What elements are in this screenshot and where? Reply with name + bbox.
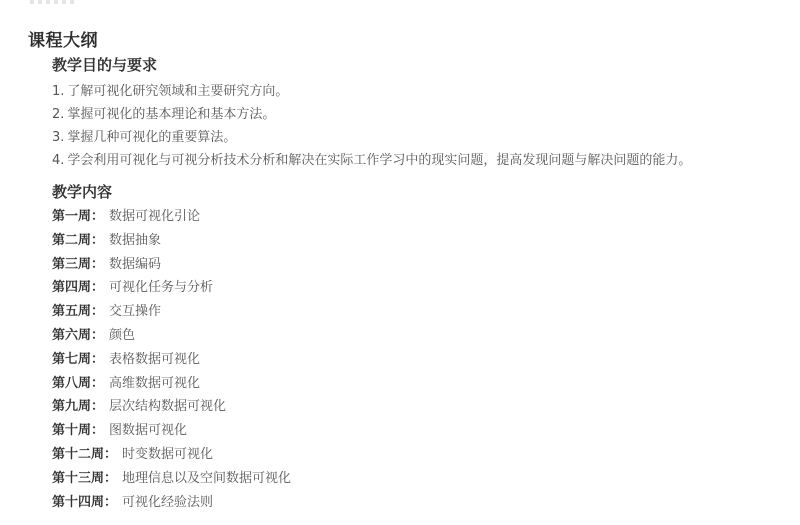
week-row bbox=[52, 448, 772, 461]
week-row bbox=[52, 400, 772, 413]
week-row bbox=[52, 210, 772, 223]
week-topic: 图数据可视化 bbox=[109, 423, 188, 439]
week-label: 第七周： bbox=[52, 351, 105, 367]
objective-item bbox=[52, 108, 772, 121]
week-label: 第一周： bbox=[52, 209, 105, 224]
week-row bbox=[52, 353, 772, 366]
week-label: 第四周： bbox=[52, 280, 105, 296]
week-label: 第二周： bbox=[52, 232, 105, 248]
week-row bbox=[52, 305, 772, 318]
week-label: 第九周： bbox=[52, 399, 105, 415]
week-topic: 交互操作 bbox=[109, 304, 162, 320]
week-topic: 可视化任务与分析 bbox=[109, 280, 214, 296]
week-topic: 可视化经验法则 bbox=[122, 494, 214, 510]
week-topic: 高维数据可视化 bbox=[109, 375, 201, 391]
syllabus-content bbox=[52, 56, 772, 519]
objective-text: 掌握可视化的基本理论和基本方法。 bbox=[67, 107, 276, 122]
objective-text: 学会利用可视化与可视分析技术分析和解决在实际工作学习中的现实问题，提高发现问题与解决问题的能力。 bbox=[67, 153, 692, 168]
week-label: 第十周： bbox=[52, 423, 105, 439]
clipped-text-artifact bbox=[30, 0, 76, 4]
week-label: 第三周： bbox=[52, 256, 105, 272]
week-label: 第十三周： bbox=[52, 470, 118, 486]
week-label: 第十二周： bbox=[52, 446, 118, 462]
week-topic: 层次结构数据可视化 bbox=[109, 399, 227, 415]
week-topic: 数据抽象 bbox=[109, 232, 162, 248]
week-label: 第五周： bbox=[52, 304, 105, 320]
objective-item bbox=[52, 131, 772, 144]
week-label: 第十四周： bbox=[52, 494, 118, 510]
week-row bbox=[52, 281, 772, 294]
week-row bbox=[52, 377, 772, 390]
week-row bbox=[52, 329, 772, 342]
objective-number: 2. bbox=[52, 107, 65, 122]
objective-text: 了解可视化研究领域和主要研究方向。 bbox=[67, 84, 289, 99]
week-row bbox=[52, 234, 772, 247]
week-row bbox=[52, 496, 772, 509]
week-row bbox=[52, 472, 772, 485]
week-row bbox=[52, 424, 772, 437]
week-row bbox=[52, 258, 772, 271]
objective-text: 掌握几种可视化的重要算法。 bbox=[67, 130, 237, 145]
objective-item bbox=[52, 154, 772, 167]
week-topic: 颜色 bbox=[109, 327, 136, 343]
objectives-heading: 教学目的与要求 bbox=[52, 56, 158, 74]
week-topic: 表格数据可视化 bbox=[109, 351, 201, 367]
week-topic: 时变数据可视化 bbox=[122, 446, 214, 462]
objective-number: 1. bbox=[52, 84, 65, 99]
page-title: 课程大纲 bbox=[28, 31, 98, 52]
objective-number: 3. bbox=[52, 130, 65, 145]
week-topic: 数据编码 bbox=[109, 256, 162, 272]
week-topic: 地理信息以及空间数据可视化 bbox=[122, 470, 292, 486]
week-label: 第八周： bbox=[52, 375, 105, 391]
content-heading: 教学内容 bbox=[52, 183, 113, 201]
objective-item bbox=[52, 85, 772, 98]
week-label: 第六周： bbox=[52, 327, 105, 343]
week-topic: 数据可视化引论 bbox=[109, 209, 201, 224]
objective-number: 4. bbox=[52, 153, 65, 168]
